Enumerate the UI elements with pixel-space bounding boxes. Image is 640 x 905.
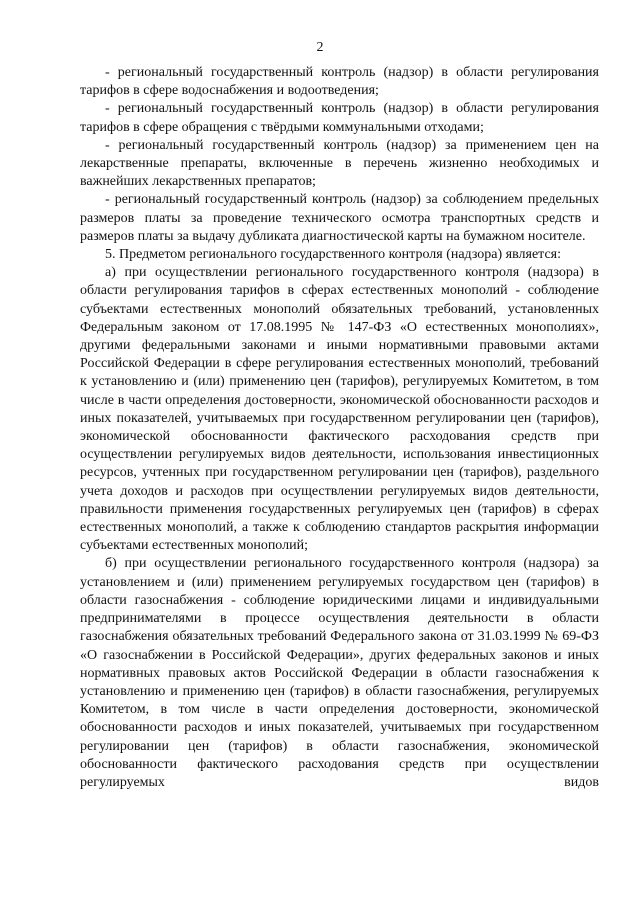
paragraph-natural-monopolies: а) при осуществлении регионального государственного контроля (надзора) в области регулирования тарифов в сферах естественных монополий - соблюдение субъектами естественных монополий обязательных требований, установленных Федеральным законом от 17.08.1995 № 147-ФЗ «О естественных монополиях», другими федеральными законами и иными нормативными правовыми актами Российской Федерации в сфере регулирования естественных монополий, требований к установлению и (или) применению цен (тарифов), регулируемых Комитетом, в том числе в части определения достоверности, экономической обоснованности расходов и иных показателей, учитываемых при государственном регулировании цен (тарифов), экономической обоснованности фактического расходования средств при осуществлении регулируемых видов деятельности, использования инвестиционных ресурсов, учтенных при государственном регулировании цен (тарифов), раздельного учета доходов и расходов при осуществлении регулируемых видов деятельности, правильности применения государственных регулируемых цен (тарифов) в сферах естественных монополий, а также к соблюдению стандартов раскрытия информации субъектами естественных монополий; [80, 265, 599, 554]
page-number: 2 [316, 40, 324, 55]
paragraph-solid-waste-control: - региональный государственный контроль (надзор) в области регулирования тарифов в сфере обращения с твёрдыми коммунальными отходами; [80, 101, 599, 135]
paragraph-water-supply-control: - региональный государственный контроль (надзор) в области регулирования тарифов в сфере водоснабжения и водоотведения; [80, 65, 599, 99]
paragraph-inspection-fee-control: - региональный государственный контроль (надзор) за соблюдением предельных размеров платы за проведение технического осмотра транспортных средств и размеров платы за выдачу дубликата диагностической карты на бумажном носителе. [80, 192, 599, 244]
paragraph-gas-supply: б) при осуществлении регионального государственного контроля (надзора) за установлением и (или) применением регулируемых государством цен (тарифов) в области газоснабжения - соблюдение юридическими лицами и индивидуальными предпринимателями в процессе осуществления деятельности в области газоснабжения обязательных требований Федерального закона от 31.03.1999 № 69-ФЗ «О газоснабжении в Российской Федерации», других федеральных законов и иных нормативных правовых актов Российской Федерации в области газоснабжения к установлению и применению цен (тарифов) в области газоснабжения, регулируемых Комитетом, в том числе в части определения достоверности, экономической обоснованности расходов и иных показателей, учитываемых при государственном регулировании цен (тарифов) в области газоснабжения, экономической обоснованности фактического расходования средств при осуществлении регулируемых видов [80, 556, 599, 790]
paragraph-control-subject-heading: 5. Предметом регионального государственного контроля (надзора) является: [105, 247, 562, 263]
paragraph-medicines-price-control: - региональный государственный контроль (надзор) за применением цен на лекарственные препараты, включенные в перечень жизненно необходимых и важнейших лекарственных препаратов; [80, 137, 599, 190]
document-body [80, 64, 599, 792]
